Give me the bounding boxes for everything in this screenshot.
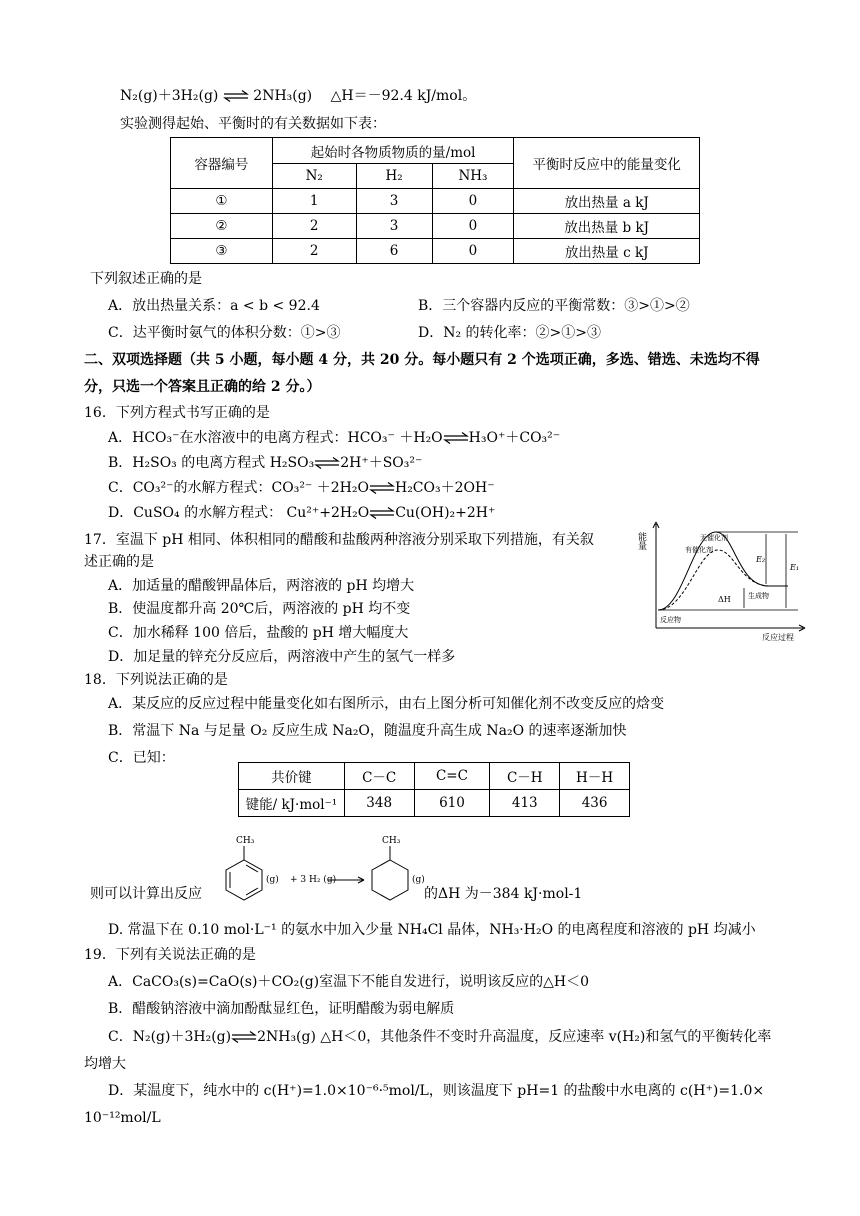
q19-option-d: D．某温度下，纯水中的 c(H⁺)=1.0×10⁻⁶·⁵mol/L，则该温度下 pH=1 的盐酸中水电离的 c(H⁺)=1.0× — [108, 1083, 765, 1099]
section2-heading: 二、双项选择题（共 5 小题，每小题 4 分，共 20 分。每小题只有 2 个选项正确，多选、错选、未选均不得 — [84, 352, 760, 368]
q18-rxn-prefix: 则可以计算出反应 — [90, 886, 202, 902]
q18-rxn-suffix: 的ΔH 为－384 kJ·mol-1 — [424, 886, 583, 902]
table-intro: 实验测得起始、平衡时的有关数据如下表： — [120, 116, 386, 132]
catalyst-label: 有催化剂 — [685, 546, 713, 554]
q19-c-right: 2NH₃(g) △H＜0，其他条件不变时升高温度，反应速率 v(H₂)和氢气的平衡转化率 — [257, 1029, 772, 1045]
cell-energy: 放出热量 c kJ — [514, 239, 700, 264]
header-n2: N₂ — [272, 164, 356, 189]
q17-stem: 17．室温下 pH 相同、体积相同的醋酸和盐酸两种溶液分别采取下列措施，有关叙 — [84, 532, 594, 548]
y-axis-label: 能量 — [636, 532, 646, 550]
cell-h2: 3 — [356, 189, 432, 214]
cell-id: ② — [171, 214, 273, 239]
cell-n2: 1 — [272, 189, 356, 214]
e1-label: E₁ — [790, 563, 800, 572]
bond-header-cc: C－C — [344, 763, 414, 790]
header-nh3: NH₃ — [432, 164, 514, 189]
q18-stem: 18．下列说法正确的是 — [84, 672, 228, 688]
q16-option-a — [108, 428, 560, 448]
bond-header-hh: H－H — [560, 763, 630, 790]
cyclohexane-phase: (g) — [412, 875, 425, 885]
benzene-double-bond — [246, 888, 258, 895]
table-row — [171, 214, 700, 239]
q19-stem: 19．下列有关说法正确的是 — [84, 947, 256, 963]
cell-h2: 6 — [356, 239, 432, 264]
bond-header: 共价键 — [239, 763, 345, 790]
q19-option-a: A．CaCO₃(s)=CaO(s)＋CO₂(g)室温下不能自发进行，说明该反应的△H＜0 — [108, 974, 590, 990]
reaction-scheme — [210, 830, 440, 910]
cell-nh3: 0 — [432, 239, 514, 264]
cell-n2: 2 — [272, 214, 356, 239]
q16-option-c — [108, 478, 495, 498]
q19-option-b: B．醋酸钠溶液中滴加酚酞显红色，证明醋酸为弱电解质 — [108, 1001, 455, 1017]
equilibrium-arrow-icon — [369, 482, 395, 494]
q17-stem-cont: 述正确的是 — [84, 554, 154, 570]
q19-option-c-cont: 均增大 — [84, 1056, 126, 1072]
cell-id: ① — [171, 189, 273, 214]
q19-option-d-cont: 10⁻¹²mol/L — [84, 1110, 161, 1126]
q15-option-c: C．达平衡时氨气的体积分数：①>③ — [108, 325, 341, 341]
header-start: 起始时各物质物质的量/mol — [272, 138, 514, 164]
bond-energy-hh: 436 — [560, 790, 630, 817]
catalyzed-curve — [658, 550, 768, 610]
cyclohexane-ring-icon — [372, 860, 408, 900]
q16-c-right: H₂CO₃＋2OH⁻ — [394, 480, 495, 496]
q17-option-a: A．加适量的醋酸钾晶体后，两溶液的 pH 均增大 — [108, 578, 415, 594]
cell-energy: 放出热量 b kJ — [514, 214, 700, 239]
equilibrium-arrow-icon — [231, 1031, 257, 1043]
q16-c-left: C．CO₃²⁻的水解方程式：CO₃²⁻ ＋2H₂O — [108, 480, 369, 496]
no-catalyst-label: 无催化剂 — [700, 534, 728, 542]
bond-energy-c-double-c: 610 — [414, 790, 490, 817]
cyclohexane-ch3-label: CH₃ — [382, 836, 401, 846]
q19-option-c — [108, 1027, 771, 1047]
benzene-double-bond — [246, 865, 258, 872]
q16-option-b — [108, 453, 422, 473]
header-energy: 平衡时反应中的能量变化 — [514, 138, 700, 189]
q18-option-b: B．常温下 Na 与足量 O₂ 反应生成 Na₂O，随温度升高生成 Na₂O 的速率逐渐加快 — [108, 723, 627, 739]
energy-diagram — [638, 518, 808, 643]
table-row — [171, 239, 700, 264]
q16-stem: 16．下列方程式书写正确的是 — [84, 405, 270, 421]
equilibrium-arrow-icon — [369, 507, 395, 519]
reactants: N₂(g)＋3H₂(g) — [120, 88, 219, 104]
equilibrium-arrow-icon — [443, 432, 469, 444]
cell-nh3: 0 — [432, 189, 514, 214]
toluene-phase: (g) — [266, 875, 279, 885]
q15-option-a: A．放出热量关系：a < b < 92.4 — [108, 298, 320, 314]
benzene-ring-icon — [226, 860, 262, 900]
cell-h2: 3 — [356, 214, 432, 239]
products: 2NH₃(g) — [253, 88, 313, 104]
cell-energy: 放出热量 a kJ — [514, 189, 700, 214]
header-container: 容器编号 — [171, 138, 273, 189]
q17-option-d: D．加足量的锌充分反应后，两溶液中产生的氢气一样多 — [108, 649, 456, 665]
q18-option-d: D. 常温下在 0.10 mol·L⁻¹ 的氨水中加入少量 NH₄Cl 晶体，NH₃·H₂O 的电离程度和溶液的 pH 均减小 — [108, 922, 756, 938]
equation-line — [120, 86, 476, 106]
reactant-label: 反应物 — [660, 616, 681, 624]
cell-nh3: 0 — [432, 214, 514, 239]
experiment-table — [170, 137, 700, 264]
q16-d-left: D．CuSO₄ 的水解方程式： Cu²⁺+2H₂O — [108, 505, 370, 521]
q15-option-b: B．三个容器内反应的平衡常数：③>①>② — [418, 298, 690, 314]
q18-option-c: C．已知： — [108, 750, 175, 766]
equilibrium-arrow-icon — [223, 90, 249, 102]
delta-h: △H＝－92.4 kJ/mol。 — [330, 88, 477, 104]
table-row — [171, 189, 700, 214]
q16-b-left: B．H₂SO₃ 的电离方程式 H₂SO₃ — [108, 455, 315, 471]
cell-n2: 2 — [272, 239, 356, 264]
q15-stem: 下列叙述正确的是 — [90, 271, 202, 287]
q16-d-right: Cu(OH)₂+2H⁺ — [395, 505, 496, 521]
e2-label: E₂ — [756, 555, 766, 564]
section2-heading-cont: 分，只选一个答案且正确的给 2 分。） — [84, 379, 321, 395]
header-h2: H₂ — [356, 164, 432, 189]
q16-a-right: H₃O⁺＋CO₃²⁻ — [468, 430, 561, 446]
x-axis-label: 反应过程 — [762, 633, 794, 642]
q19-c-left: C．N₂(g)＋3H₂(g) — [108, 1029, 232, 1045]
q17-option-b: B．使温度都升高 20℃后，两溶液的 pH 均不变 — [108, 601, 411, 617]
q15-option-d: D．N₂ 的转化率：②>①>③ — [418, 325, 601, 341]
q16-option-d — [108, 503, 495, 523]
bond-energy-cc: 348 — [344, 790, 414, 817]
equilibrium-arrow-icon — [314, 457, 340, 469]
bond-energy-label: 键能/ kJ·mol⁻¹ — [239, 790, 345, 817]
q17-option-c: C．加水稀释 100 倍后，盐酸的 pH 增大幅度大 — [108, 625, 409, 641]
q16-b-right: 2H⁺＋SO₃²⁻ — [340, 455, 423, 471]
cell-id: ③ — [171, 239, 273, 264]
bond-header-ch: C－H — [490, 763, 560, 790]
toluene-ch3-label: CH₃ — [236, 836, 255, 846]
q18-option-a: A．某反应的反应过程中能量变化如右图所示，由右上图分析可知催化剂不改变反应的焓变 — [108, 696, 665, 712]
hydrogen-reactant: + 3 H₂ (g) — [290, 875, 337, 885]
q16-a-left: A．HCO₃⁻在水溶液中的电离方程式：HCO₃⁻ ＋H₂O — [108, 430, 443, 446]
dh-label: ΔH — [718, 595, 731, 604]
bond-energy-ch: 413 — [490, 790, 560, 817]
product-label: 生成物 — [748, 592, 769, 600]
bond-header-c-double-c: C=C — [414, 763, 490, 790]
bond-energy-table — [238, 762, 630, 817]
